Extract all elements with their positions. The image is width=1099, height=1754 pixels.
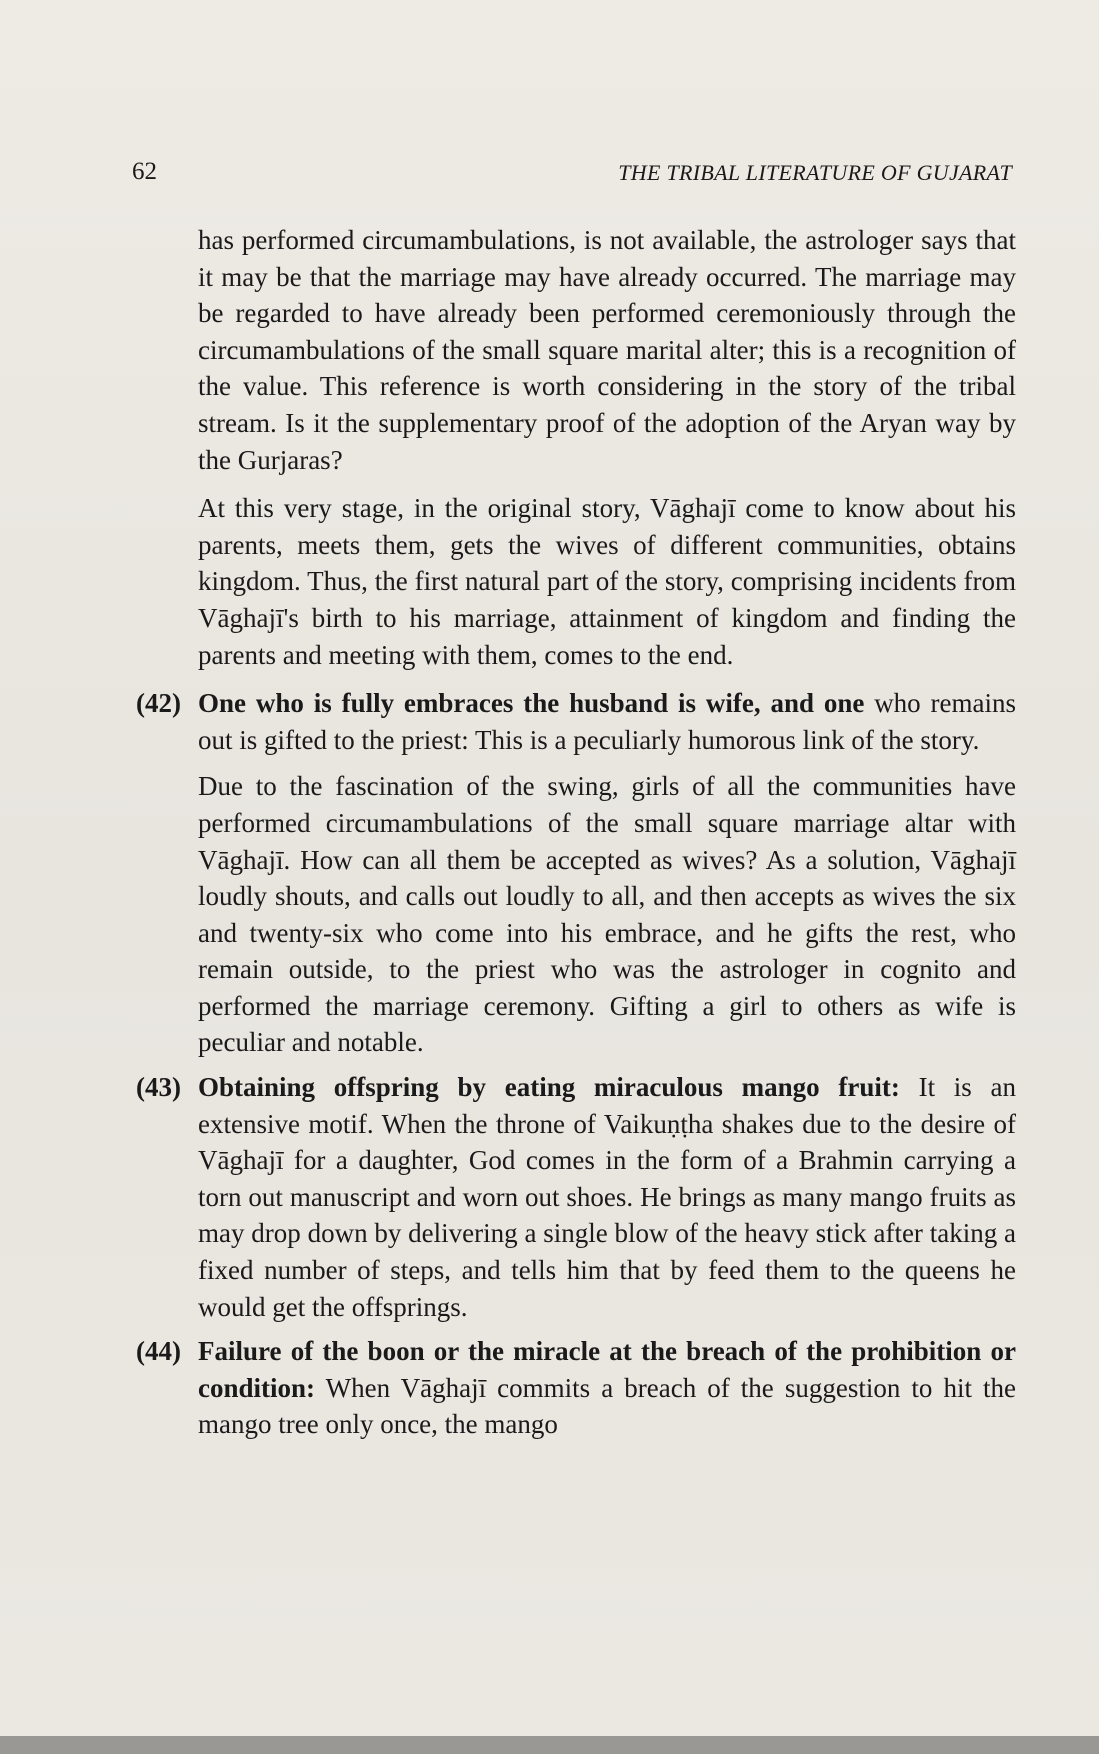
numbered-item xyxy=(136,1333,1016,1443)
item-text: When Vāghajī commits a breach of the suggestion to hit the mango tree only once, the mango xyxy=(198,1372,1016,1440)
item-continuation: Due to the fascination of the swing, girls of all the communities have performed circumambulations of the small square marriage altar with Vāghajī. How can all them be accepted as wives? As a solution, Vāghajī loudly shouts, and calls out loudly to all, and then accepts as wives the six and twenty-six who come into his embrace, and he gifts the rest, who remain outside, to the priest who was the astrologer in cognito and performed the marriage ceremony. Gifting a girl to others as wife is peculiar and notable. xyxy=(198,771,1016,1058)
page-number: 62 xyxy=(132,158,157,185)
paragraph: has performed circumambulations, is not available, the astrologer says that it may be that the marriage may have already occurred. The marriage may be regarded to have already been performed ceremoniously through the circumambulations of the small square marital alter; this is a recognition of the value. This reference is worth considering in the story of the tribal stream. Is it the supplementary proof of the adoption of the Aryan way by the Gurjaras? xyxy=(198,225,1016,475)
running-title: THE TRIBAL LITERATURE OF GUJARAT xyxy=(618,160,1012,185)
scan-edge xyxy=(0,1736,1099,1754)
item-heading: Obtaining offspring by eating miraculous mango fruit: xyxy=(198,1072,900,1103)
item-heading: One who is fully embraces the husband is wife, and one xyxy=(198,688,865,719)
numbered-item xyxy=(136,1069,1016,1325)
item-heading-rest: who remains out is gifted to the priest: xyxy=(198,688,1017,755)
item-text: This is a peculiarly humorous link of the story. xyxy=(468,724,980,755)
numbered-item xyxy=(136,685,1016,1061)
paragraph: At this very stage, in the original story, Vāghajī come to know about his parents, meets them, gets the wives of different communities, obtains kingdom. Thus, the first natural part of the story, comprising incidents from Vāghajī's birth to his marriage, attainment of kingdom and finding the parents and meeting with them, comes to the end. xyxy=(198,493,1016,670)
item-number: (42) xyxy=(136,688,181,719)
page-body xyxy=(136,222,1016,1451)
item-heading: Failure of the boon or the miracle at the breach of the prohibition or condition: xyxy=(198,1336,1016,1403)
item-text: It is an extensive motif. When the throne of Vaikuṇṭha shakes due to the desire of Vāghajī for a daughter, God comes in the form of a Brahmin carrying a torn out manuscript and worn out shoes. He brings as many mango fruits as may drop down by delivering a single blow of the heavy stick after taking a fixed number of steps, and tells him that by feed them to the queens he would get the offsprings. xyxy=(198,1072,1016,1322)
item-number: (43) xyxy=(136,1072,181,1103)
page-header xyxy=(132,158,1012,190)
item-number: (44) xyxy=(136,1336,181,1367)
